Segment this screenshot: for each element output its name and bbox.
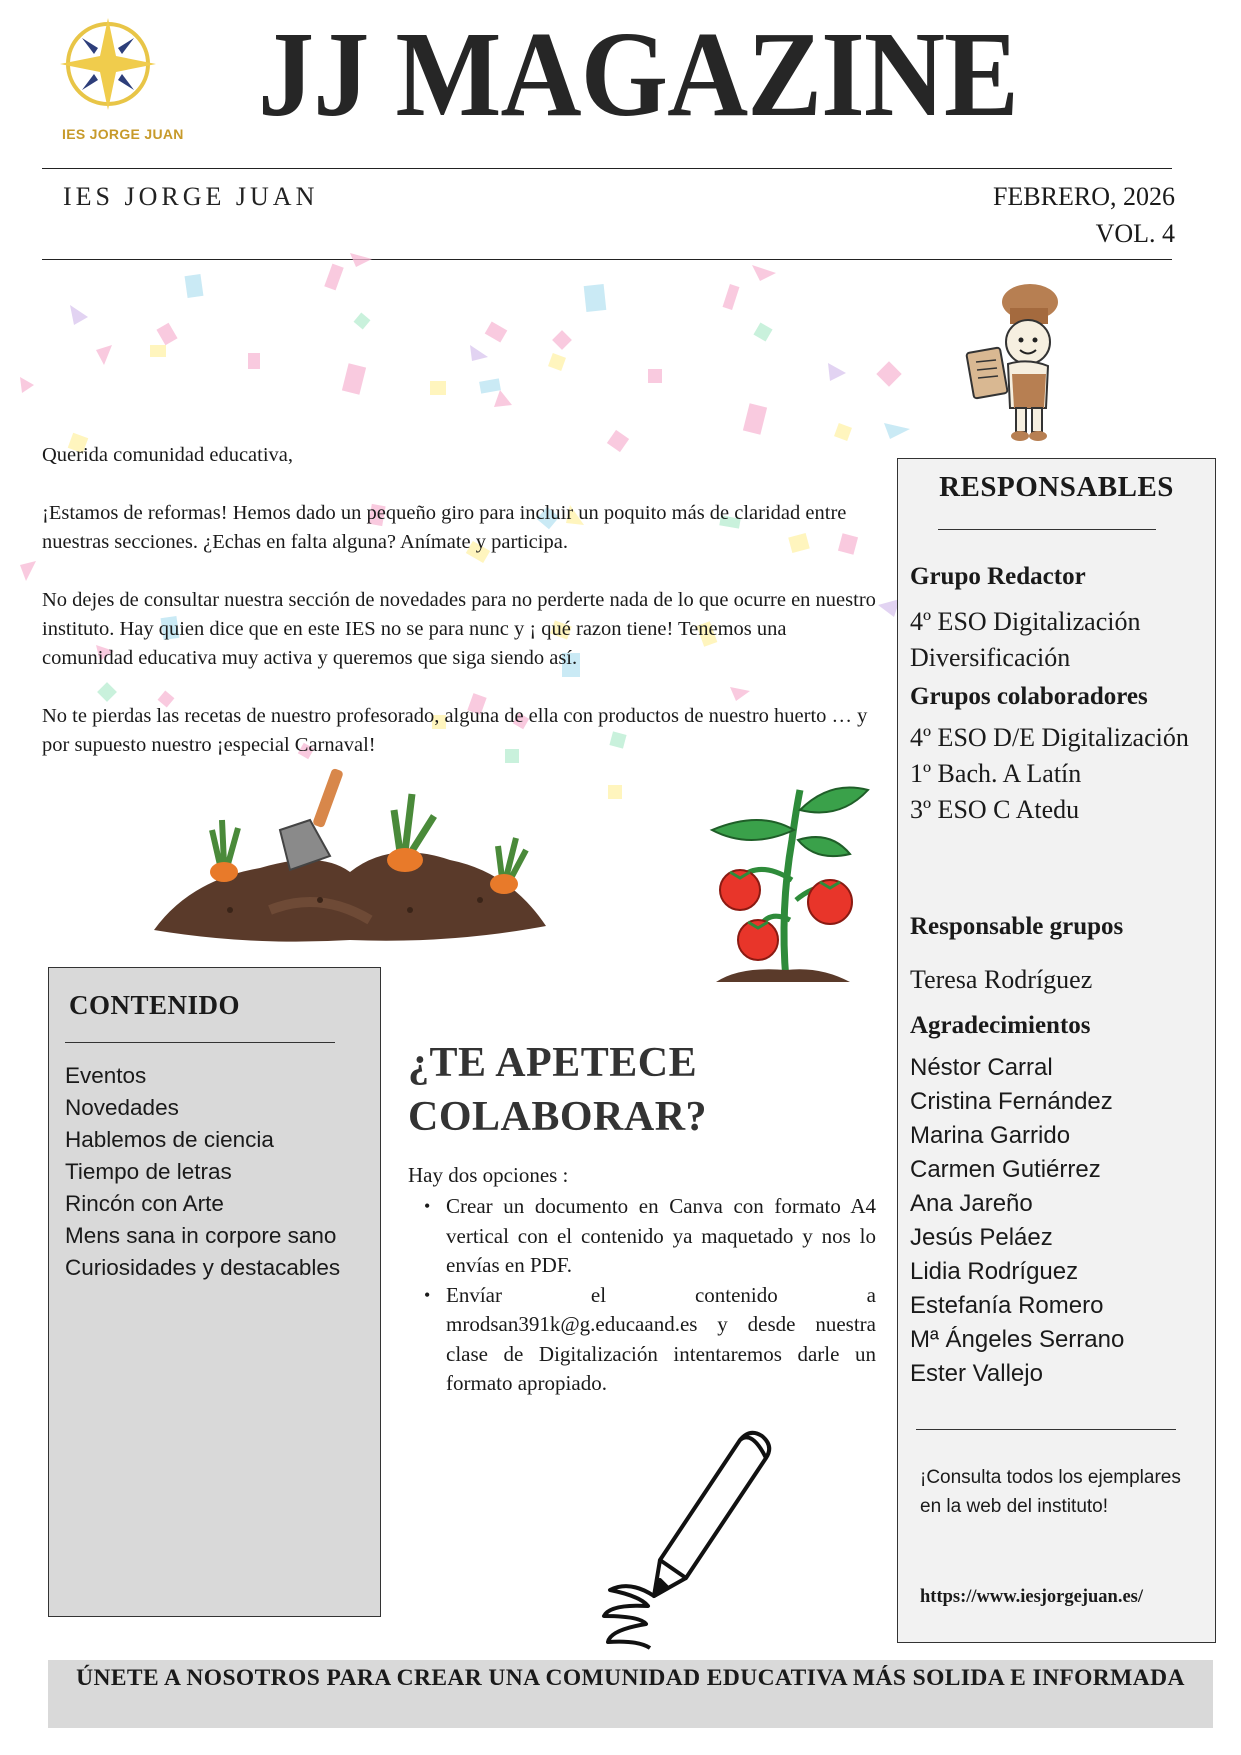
colaborar-title: ¿TE APETECE COLABORAR? xyxy=(408,1040,708,1140)
divider xyxy=(65,1042,335,1043)
colaborar-option: • Envíar el contenido a mrodsan391k@g.educaand.es y desde nuestra clase de Digitalización intentaremos darle un formato apropiado. xyxy=(446,1281,876,1399)
responsables-panel xyxy=(897,458,1216,1643)
colaboradores-heading: Grupos colaboradores xyxy=(910,683,1148,710)
thanks-item: Mª Ángeles Serrano xyxy=(910,1326,1125,1353)
thanks-item: Ester Vallejo xyxy=(910,1360,1043,1387)
responsable-heading: Responsable grupos xyxy=(910,913,1124,940)
grupo-redactor-item: Diversificación xyxy=(910,643,1071,672)
issue-date: FEBRERO, 2026 xyxy=(992,182,1175,211)
consulta-note: ¡Consulta todos los ejemplares en la web del instituto! xyxy=(920,1467,1181,1517)
thanks-item: Lidia Rodríguez xyxy=(910,1258,1079,1285)
contenido-item: Curiosidades y destacables xyxy=(65,1255,341,1280)
masthead-title: JJ MAGAZINE xyxy=(258,7,1019,142)
colaborador-item: 4º ESO D/E Digitalización xyxy=(910,723,1189,752)
contenido-title: CONTENIDO xyxy=(69,990,241,1020)
responsable-name: Teresa Rodríguez xyxy=(910,965,1093,994)
letter-paragraph: No te pierdas las recetas de nuestro profesorado, alguna de ella con productos de nuestro huerto … y por supuesto nuestro ¡especial Carnaval! xyxy=(42,705,868,756)
thanks-item: Cristina Fernández xyxy=(910,1088,1113,1115)
colaborar-option: • Crear un documento en Canva con formato A4 vertical con el contenido ya maquetado y nos lo envías en PDF. xyxy=(446,1192,876,1281)
thanks-item: Estefanía Romero xyxy=(910,1292,1104,1319)
contenido-list xyxy=(65,1060,340,1284)
colaborar-intro: Hay dos opciones : xyxy=(408,1163,569,1187)
agradecimientos-list xyxy=(910,1051,1124,1391)
contenido-item: Hablemos de ciencia xyxy=(65,1127,274,1152)
chef-illustration xyxy=(960,280,1080,450)
thanks-item: Néstor Carral xyxy=(910,1054,1053,1081)
thanks-item: Jesús Peláez xyxy=(910,1224,1053,1251)
garden-illustration xyxy=(150,760,550,950)
contenido-item: Mens sana in corpore sano xyxy=(65,1223,337,1248)
contenido-item: Novedades xyxy=(65,1095,179,1120)
responsables-title: RESPONSABLES xyxy=(939,471,1174,503)
thanks-item: Marina Garrido xyxy=(910,1122,1071,1149)
website-link[interactable]: https://www.iesjorgejuan.es/ xyxy=(920,1587,1144,1607)
tomato-plant-illustration xyxy=(700,770,870,985)
issue-volume: VOL. 4 xyxy=(1095,219,1175,248)
divider xyxy=(916,1429,1176,1430)
grupo-redactor-item: 4º ESO Digitalización xyxy=(910,607,1141,636)
footer-banner: ÚNETE A NOSOTROS PARA CREAR UNA COMUNIDAD EDUCATIVA MÁS SOLIDA E INFORMADA xyxy=(48,1660,1213,1728)
colaborar-options xyxy=(410,1192,876,1399)
divider xyxy=(938,529,1156,530)
logo-caption: IES JORGE JUAN xyxy=(62,126,184,142)
school-name: IES JORGE JUAN xyxy=(63,182,319,211)
contenido-panel xyxy=(48,967,381,1617)
contenido-item: Rincón con Arte xyxy=(65,1191,224,1216)
header-rule-top xyxy=(42,168,1172,169)
colaborador-item: 1º Bach. A Latín xyxy=(910,759,1082,788)
colaborador-item: 3º ESO C Atedu xyxy=(910,795,1080,824)
letter-greeting: Querida comunidad educativa, xyxy=(42,444,294,466)
thanks-item: Ana Jareño xyxy=(910,1190,1033,1217)
agradecimientos-heading: Agradecimientos xyxy=(910,1012,1091,1039)
thanks-item: Carmen Gutiérrez xyxy=(910,1156,1101,1183)
contenido-item: Tiempo de letras xyxy=(65,1159,232,1184)
pencil-doodle-icon xyxy=(590,1420,790,1660)
letter-paragraph: No dejes de consultar nuestra sección de novedades para no perderte nada de lo que ocurre en nuestro instituto. Hay quien dice que en este IES no se para nunc y ¡ qué razon tiene! Tenemos una comunidad educativa muy activa y queremos que siga siendo así. xyxy=(42,589,876,669)
letter-paragraph: ¡Estamos de reformas! Hemos dado un pequeño giro para incluir un poquito más de claridad entre nuestras secciones. ¿Echas en falta alguna? Anímate y participa. xyxy=(42,502,847,553)
grupo-redactor-heading: Grupo Redactor xyxy=(910,563,1086,590)
contenido-item: Eventos xyxy=(65,1063,147,1088)
editorial-letter xyxy=(42,441,882,789)
